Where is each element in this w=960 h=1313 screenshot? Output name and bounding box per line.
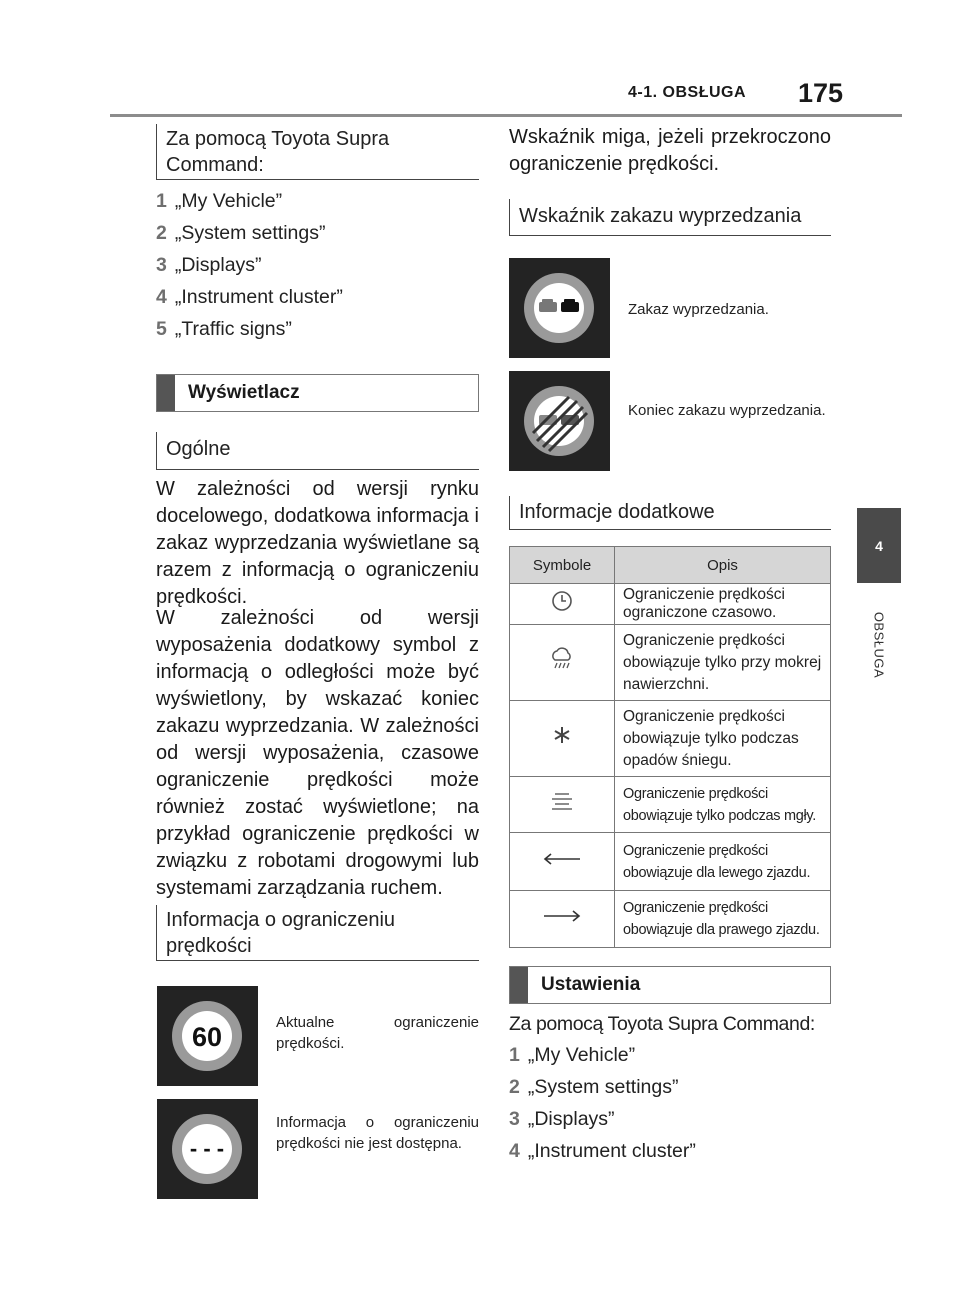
table-cell: Ograniczenie prędkości obowiązuje tylko podczas mgły. <box>615 777 831 833</box>
intro-paragraph: Wskaźnik miga, jeżeli przekroczono ograniczenie prędkości. <box>509 126 831 175</box>
paragraph-2: W zależności od wersji wyposażenia dodatkowy symbol z informacją o odległości może być wyświetlony, by wskazać koniec zakazu wyprzedzania. W zależności od wersji wyposażenia, czasowe ograniczenie prędkości może również zostać wyświetlone; na przykład ograniczenie prędkości w związku z robotami drogowymi lub systemami zarządzania ruchem. <box>156 607 479 899</box>
sign-caption: Zakaz wyprzedzania. <box>628 301 769 318</box>
column-header: Symbole <box>510 547 615 584</box>
snowflake-icon <box>510 701 615 777</box>
step-item: 4 „Instrument cluster” <box>156 286 343 308</box>
right-steps-list <box>509 1042 696 1164</box>
table-row <box>510 584 831 625</box>
step-item: 3 „Displays” <box>156 254 262 276</box>
sign-caption: Informacja o ograniczeniu prędkości nie jest dostępna. <box>276 1114 479 1152</box>
step-item: 3 „Displays” <box>509 1108 615 1130</box>
speed-limit-unavailable-sign-icon <box>157 1099 258 1199</box>
no-overtaking-subheading: Wskaźnik zakazu wyprzedzania <box>509 199 831 236</box>
table-cell: Ograniczenie prędkości obowiązuje dla prawego zjazdu. <box>615 891 831 948</box>
column-header: Opis <box>615 547 831 584</box>
command-subheading: Za pomocą Toyota Supra Command: <box>156 124 479 180</box>
clock-icon <box>510 584 615 625</box>
svg-text:60: 60 <box>191 1022 223 1052</box>
symbols-table <box>509 546 831 948</box>
speed-info-subheading: Informacja o ograniczeniu prędkości <box>156 905 479 961</box>
general-subheading: Ogólne <box>156 432 479 470</box>
chapter-label: OBSŁUGA <box>871 611 887 679</box>
header-rule <box>110 114 902 117</box>
no-overtaking-sign-icon <box>509 258 610 358</box>
table-row <box>510 625 831 701</box>
speed-limit-60-sign-icon <box>157 986 258 1086</box>
step-item: 5 „Traffic signs” <box>156 318 292 340</box>
step-item: 2 „System settings” <box>156 222 326 244</box>
table-cell: Ograniczenie prędkości obowiązuje tylko podczas opadów śniegu. <box>615 701 831 777</box>
sign-caption: Aktualne ograniczenie prędkości. <box>276 1014 479 1052</box>
table-header-row <box>510 547 831 584</box>
page-number: 175 <box>798 78 844 108</box>
table-cell: Ograniczenie prędkości ograniczone czasowo. <box>615 584 831 625</box>
table-cell: Ograniczenie prędkości obowiązuje tylko przy mokrej nawierzchni. <box>615 625 831 701</box>
command-instruction: Za pomocą Toyota Supra Command: <box>509 1013 815 1035</box>
table-row <box>510 701 831 777</box>
rain-cloud-icon <box>510 625 615 701</box>
arrow-right-icon <box>510 891 615 948</box>
paragraph-1: W zależności od wersji rynku docelowego, dodatkowa informacja i zakaz wyprzedzania wyświetlane są razem z informacją o ograniczeniu prędkości. <box>156 478 479 608</box>
step-item: 2 „System settings” <box>509 1076 679 1098</box>
chapter-label-box <box>857 590 901 700</box>
arrow-left-icon <box>510 833 615 891</box>
step-item: 4 „Instrument cluster” <box>509 1140 696 1162</box>
chapter-number: 4 <box>875 537 883 554</box>
chapter-tab <box>857 508 901 583</box>
end-of-no-overtaking-sign-icon <box>509 371 610 471</box>
table-row <box>510 777 831 833</box>
table-row <box>510 833 831 891</box>
fog-icon <box>510 777 615 833</box>
section-title: 4-1. OBSŁUGA <box>628 84 747 101</box>
svg-text:- - -: - - - <box>189 1136 225 1161</box>
additional-info-subheading: Informacje dodatkowe <box>509 496 831 530</box>
step-item: 1 „My Vehicle” <box>509 1044 636 1066</box>
sign-caption: Koniec zakazu wyprzedzania. <box>628 402 826 419</box>
step-item: 1 „My Vehicle” <box>156 190 283 212</box>
settings-heading: Ustawienia <box>509 966 831 1004</box>
display-heading: Wyświetlacz <box>156 374 479 412</box>
table-row <box>510 891 831 948</box>
left-steps-list <box>156 188 343 342</box>
table-cell: Ograniczenie prędkości obowiązuje dla lewego zjazdu. <box>615 833 831 891</box>
